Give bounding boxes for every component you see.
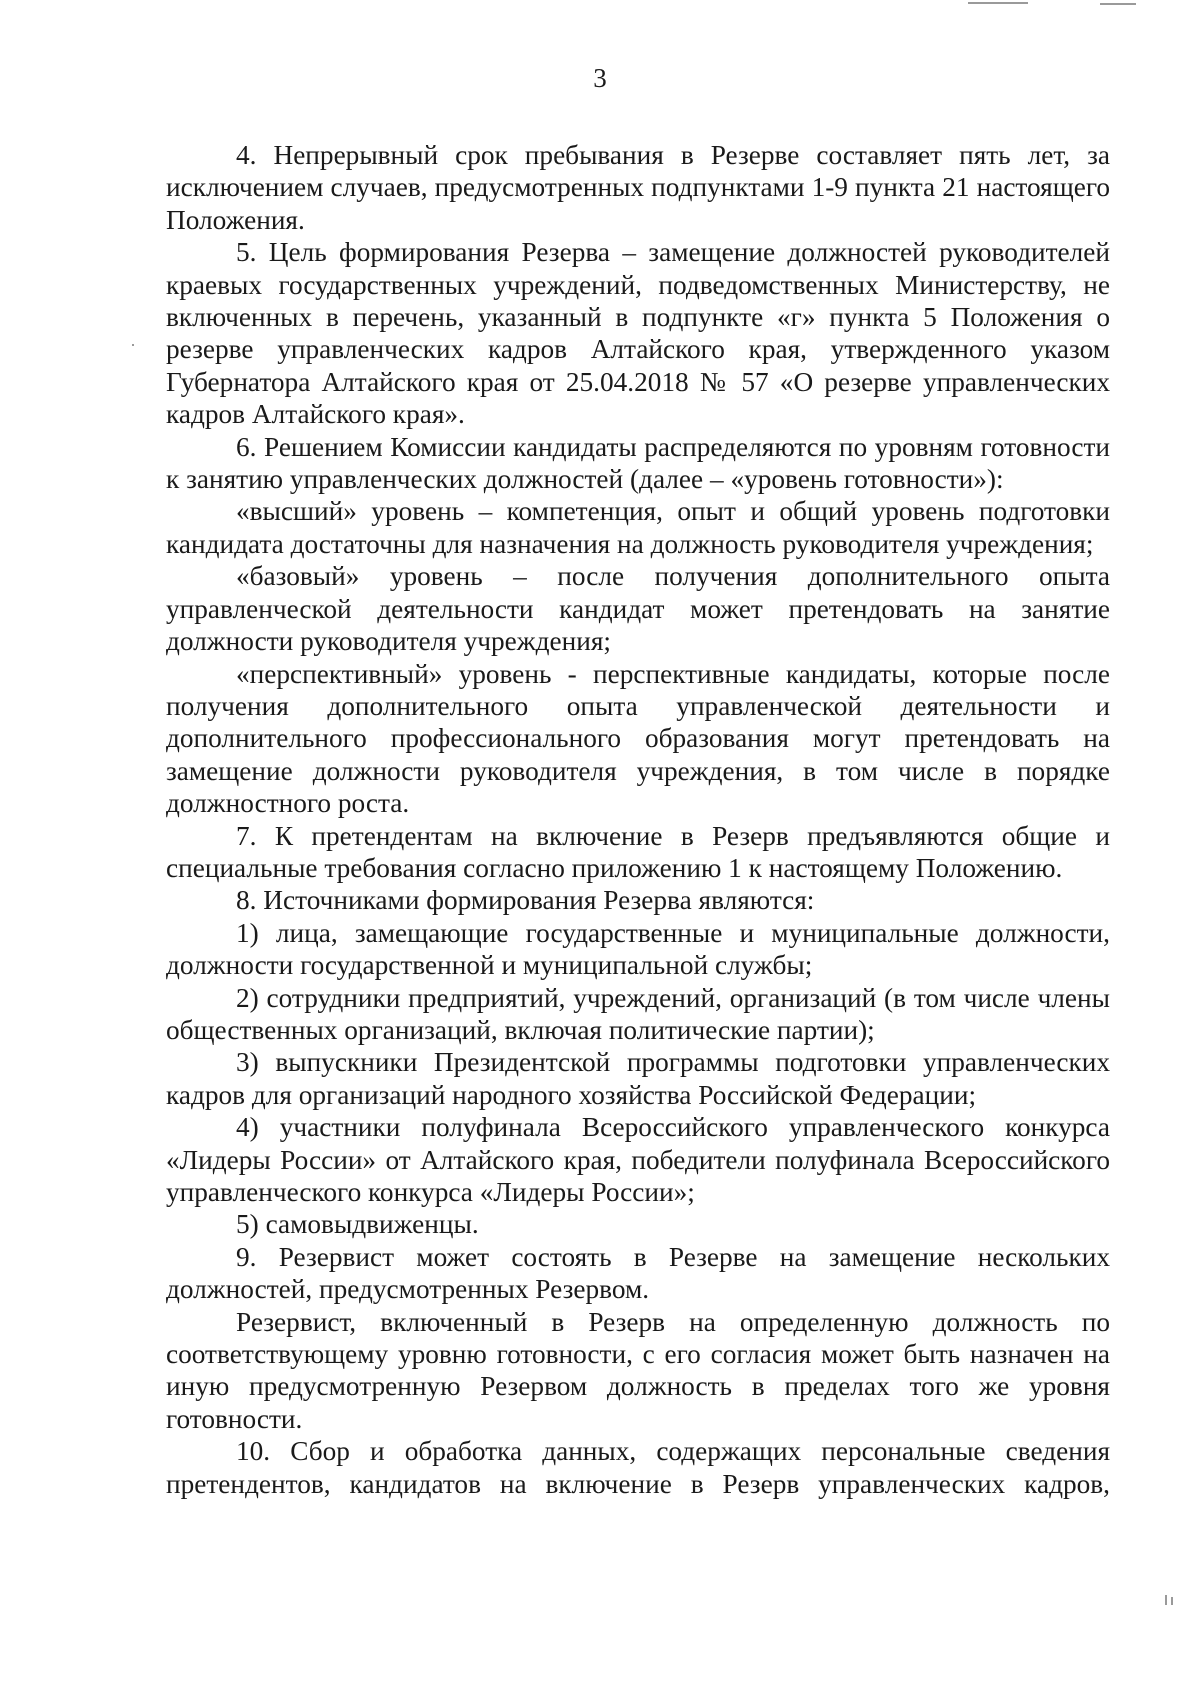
level-perspective: «перспективный» уровень - перспективные кандидаты, которые после получения дополнительного опыта управленческой деятельности и дополнительного профессионального образования могут претендовать на замещение должности руководителя учреждения, в том числе в порядке должностного роста.	[166, 658, 1110, 819]
level-highest: «высший» уровень – компетенция, опыт и общий уровень подготовки кандидата достаточны для назначения на должность руководителя учреждения;	[166, 496, 1110, 559]
paragraph-8: 8. Источниками формирования Резерва являются:	[236, 885, 815, 916]
scan-artifact	[1165, 1595, 1167, 1605]
document-body	[166, 139, 1110, 1500]
paragraph-5: 5. Цель формирования Резерва – замещение должностей руководителей краевых государственных учреждений, подведомственных Министерству, не включенных в перечень, указанный в подпункте «г» пункта 5 Положения о резерве управленческих кадров Алтайского края, утвержденного указом Губернатора Алтайского края от 25.04.2018 № 57 «О резерве управленческих кадров Алтайского края».	[166, 237, 1110, 430]
paragraph-6: 6. Решением Комиссии кандидаты распределяются по уровням готовности к занятию управленческих должностей (далее – «уровень готовности»):	[166, 431, 1110, 495]
source-item-3: 3) выпускники Президентской программы подготовки управленческих кадров для организаций народного хозяйства Российской Федерации;	[166, 1047, 1110, 1110]
paragraph-9: 9. Резервист может состоять в Резерве на замещение нескольких должностей, предусмотренных Резервом.	[166, 1241, 1110, 1305]
source-item-1: 1) лица, замещающие государственные и муниципальные должности, должности государственной и муниципальной службы;	[166, 917, 1110, 981]
source-item-5: 5) самовыдвиженцы.	[236, 1209, 479, 1240]
scan-artifact	[968, 2, 1028, 4]
scan-artifact	[1171, 1597, 1173, 1605]
scan-artifact	[132, 344, 134, 346]
scan-artifact	[1100, 3, 1136, 5]
paragraph-9-continued: Резервист, включенный в Резерв на определенную должность по соответствующему уровню готовности, с его согласия может быть назначен на иную предусмотренную Резервом должность в пределах того же уровня готовности.	[166, 1306, 1110, 1434]
page-number: 3	[593, 63, 607, 93]
source-item-2: 2) сотрудники предприятий, учреждений, организаций (в том числе члены общественных организаций, включая политические партии);	[166, 982, 1110, 1045]
level-basic: «базовый» уровень – после получения дополнительного опыта управленческой деятельности кандидат может претендовать на занятие должности руководителя учреждения;	[166, 561, 1110, 657]
paragraph-7: 7. К претендентам на включение в Резерв предъявляются общие и специальные требования согласно приложению 1 к настоящему Положению.	[166, 820, 1110, 883]
paragraph-4: 4. Непрерывный срок пребывания в Резерве составляет пять лет, за исключением случаев, предусмотренных подпунктами 1-9 пункта 21 настоящего Положения.	[166, 140, 1110, 235]
source-item-4: 4) участники полуфинала Всероссийского управленческого конкурса «Лидеры России» от Алтайского края, победители полуфинала Всероссийского управленческого конкурса «Лидеры России»;	[166, 1112, 1110, 1207]
paragraph-10: 10. Сбор и обработка данных, содержащих персональные сведения претендентов, кандидатов на включение в Резерв управленческих кадров,	[166, 1436, 1110, 1499]
